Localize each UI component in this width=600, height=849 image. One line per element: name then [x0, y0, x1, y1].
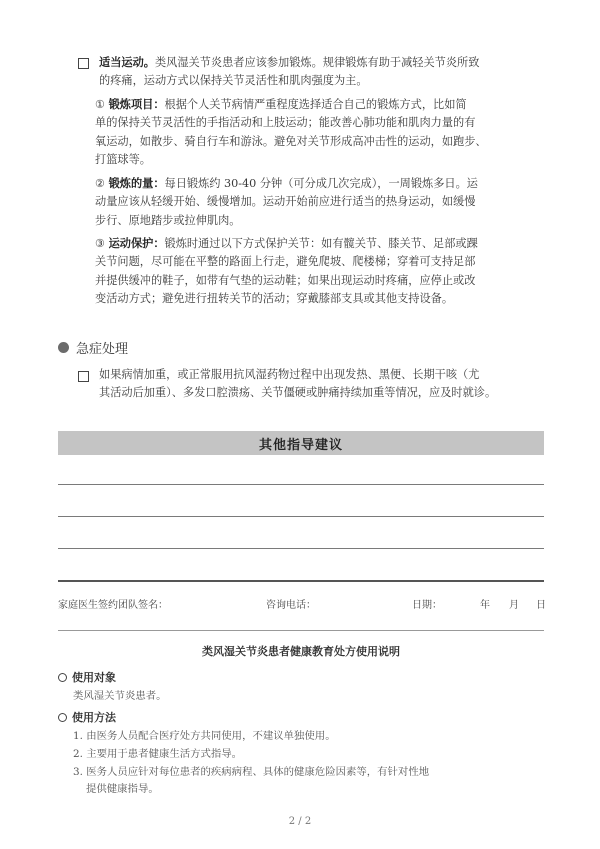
item2-line3: 步行、原地踏步或拉伸肌肉。: [95, 213, 241, 227]
method-item-3-continued: 提供健康指导。: [86, 783, 159, 795]
item2-line1: 每日锻炼约 30-40 分钟（可分成几次完成），一周锻炼多日。运: [164, 177, 478, 190]
item3-line3: 并提供缓冲的鞋子，如带有气垫的运动鞋；如果出现运动时疼痛，应停止或改: [95, 273, 476, 287]
circle-bullet-icon: [58, 713, 67, 722]
emergency-section-header: [58, 338, 128, 357]
date-label: 日期：: [412, 600, 442, 611]
target-heading-text: 使用对象: [72, 671, 116, 684]
bullet-dot-icon: [58, 342, 69, 353]
target-heading: [58, 669, 116, 685]
method-item-3: 3. 医务人员应针对每位患者的疾病病程、具体的健康危险因素等，有针对性地: [73, 766, 430, 778]
instructions-title: 类风湿关节炎患者健康教育处方使用说明: [202, 645, 400, 658]
item3-marker: ③: [95, 237, 106, 250]
exercise-checkbox[interactable]: [78, 58, 89, 69]
item2-marker: ②: [95, 177, 106, 190]
emergency-checkbox[interactable]: [78, 371, 89, 382]
item3-title: 运动保护：: [108, 237, 165, 250]
exercise-item-2: [95, 175, 545, 230]
other-advice-title: 其他指导建议: [258, 437, 343, 453]
exercise-intro: [99, 54, 545, 91]
item3-line4: 变活动方式；避免进行扭转关节的活动；穿戴膝部支具或其他支持设备。: [95, 292, 454, 306]
method-item-2: 2. 主要用于患者健康生活方式指导。: [73, 748, 243, 760]
emergency-text: [99, 366, 545, 403]
item1-line4: 打篮球等。: [95, 153, 151, 167]
advice-line-1[interactable]: [58, 484, 544, 485]
advice-bottom-rule: [58, 580, 544, 582]
emergency-title: 急症处理: [76, 342, 129, 357]
target-text: 类风湿关节炎患者。: [73, 690, 167, 702]
phone-label: 咨询电话：: [266, 600, 316, 611]
date-day-label: 日: [536, 600, 546, 611]
exercise-intro-line2: 的疼痛，运动方式以保持关节灵活性和肌肉强度为主。: [99, 74, 368, 88]
item1-line3: 氧运动，如散步、骑自行车和游泳。避免对关节形成高冲击性的运动，如跑步、: [95, 134, 487, 148]
emergency-line1: 如果病情加重，或正常服用抗风湿药物过程中出现发热、黑便、长期干咳（尤: [99, 368, 480, 381]
method-heading: [58, 709, 116, 725]
exercise-item-3: [95, 235, 545, 309]
team-signature-label: 家庭医生签约团队签名：: [58, 600, 168, 611]
item1-marker: ①: [95, 98, 106, 111]
item1-line2: 单的保持关节灵活性的手指活动和上肢运动；能改善心肺功能和肌肉力量的有: [95, 116, 476, 130]
page-number: 2 / 2: [288, 816, 312, 827]
advice-line-3[interactable]: [58, 548, 544, 549]
circle-bullet-icon: [58, 673, 67, 682]
other-advice-header: [58, 431, 544, 455]
advice-line-2[interactable]: [58, 516, 544, 517]
item3-line1: 锻炼时通过以下方式保护关节：如有髋关节、膝关节、足部或踝: [164, 237, 478, 250]
emergency-line2: 其活动后加重）、多发口腔溃疡、关节僵硬或肿痛持续加重等情况，应及时就诊。: [99, 386, 497, 400]
method-heading-text: 使用方法: [72, 711, 116, 724]
item2-title: 锻炼的量：: [108, 177, 165, 190]
method-item-1: 1. 由医务人员配合医疗处方共同使用，不建议单独使用。: [73, 730, 336, 742]
item1-line1: 根据个人关节病情严重程度选择适合自己的锻炼方式，比如简: [164, 98, 467, 111]
item3-line2: 关节问题，尽可能在平整的路面上行走，避免爬坡、爬楼梯；穿着可支持足部: [95, 255, 476, 269]
exercise-heading: 适当运动。: [99, 56, 155, 69]
date-year-label: 年: [480, 600, 490, 611]
item2-line2: 动量应该从轻缓开始、缓慢增加。运动开始前应进行适当的热身运动，如缓慢: [95, 195, 476, 209]
signature-divider: [58, 630, 544, 631]
exercise-intro-line1: 类风湿关节炎患者应该参加锻炼。规律锻炼有助于减轻关节炎所致: [154, 56, 480, 69]
item1-title: 锻炼项目：: [108, 98, 165, 111]
date-month-label: 月: [509, 600, 519, 611]
exercise-item-1: [95, 96, 545, 170]
